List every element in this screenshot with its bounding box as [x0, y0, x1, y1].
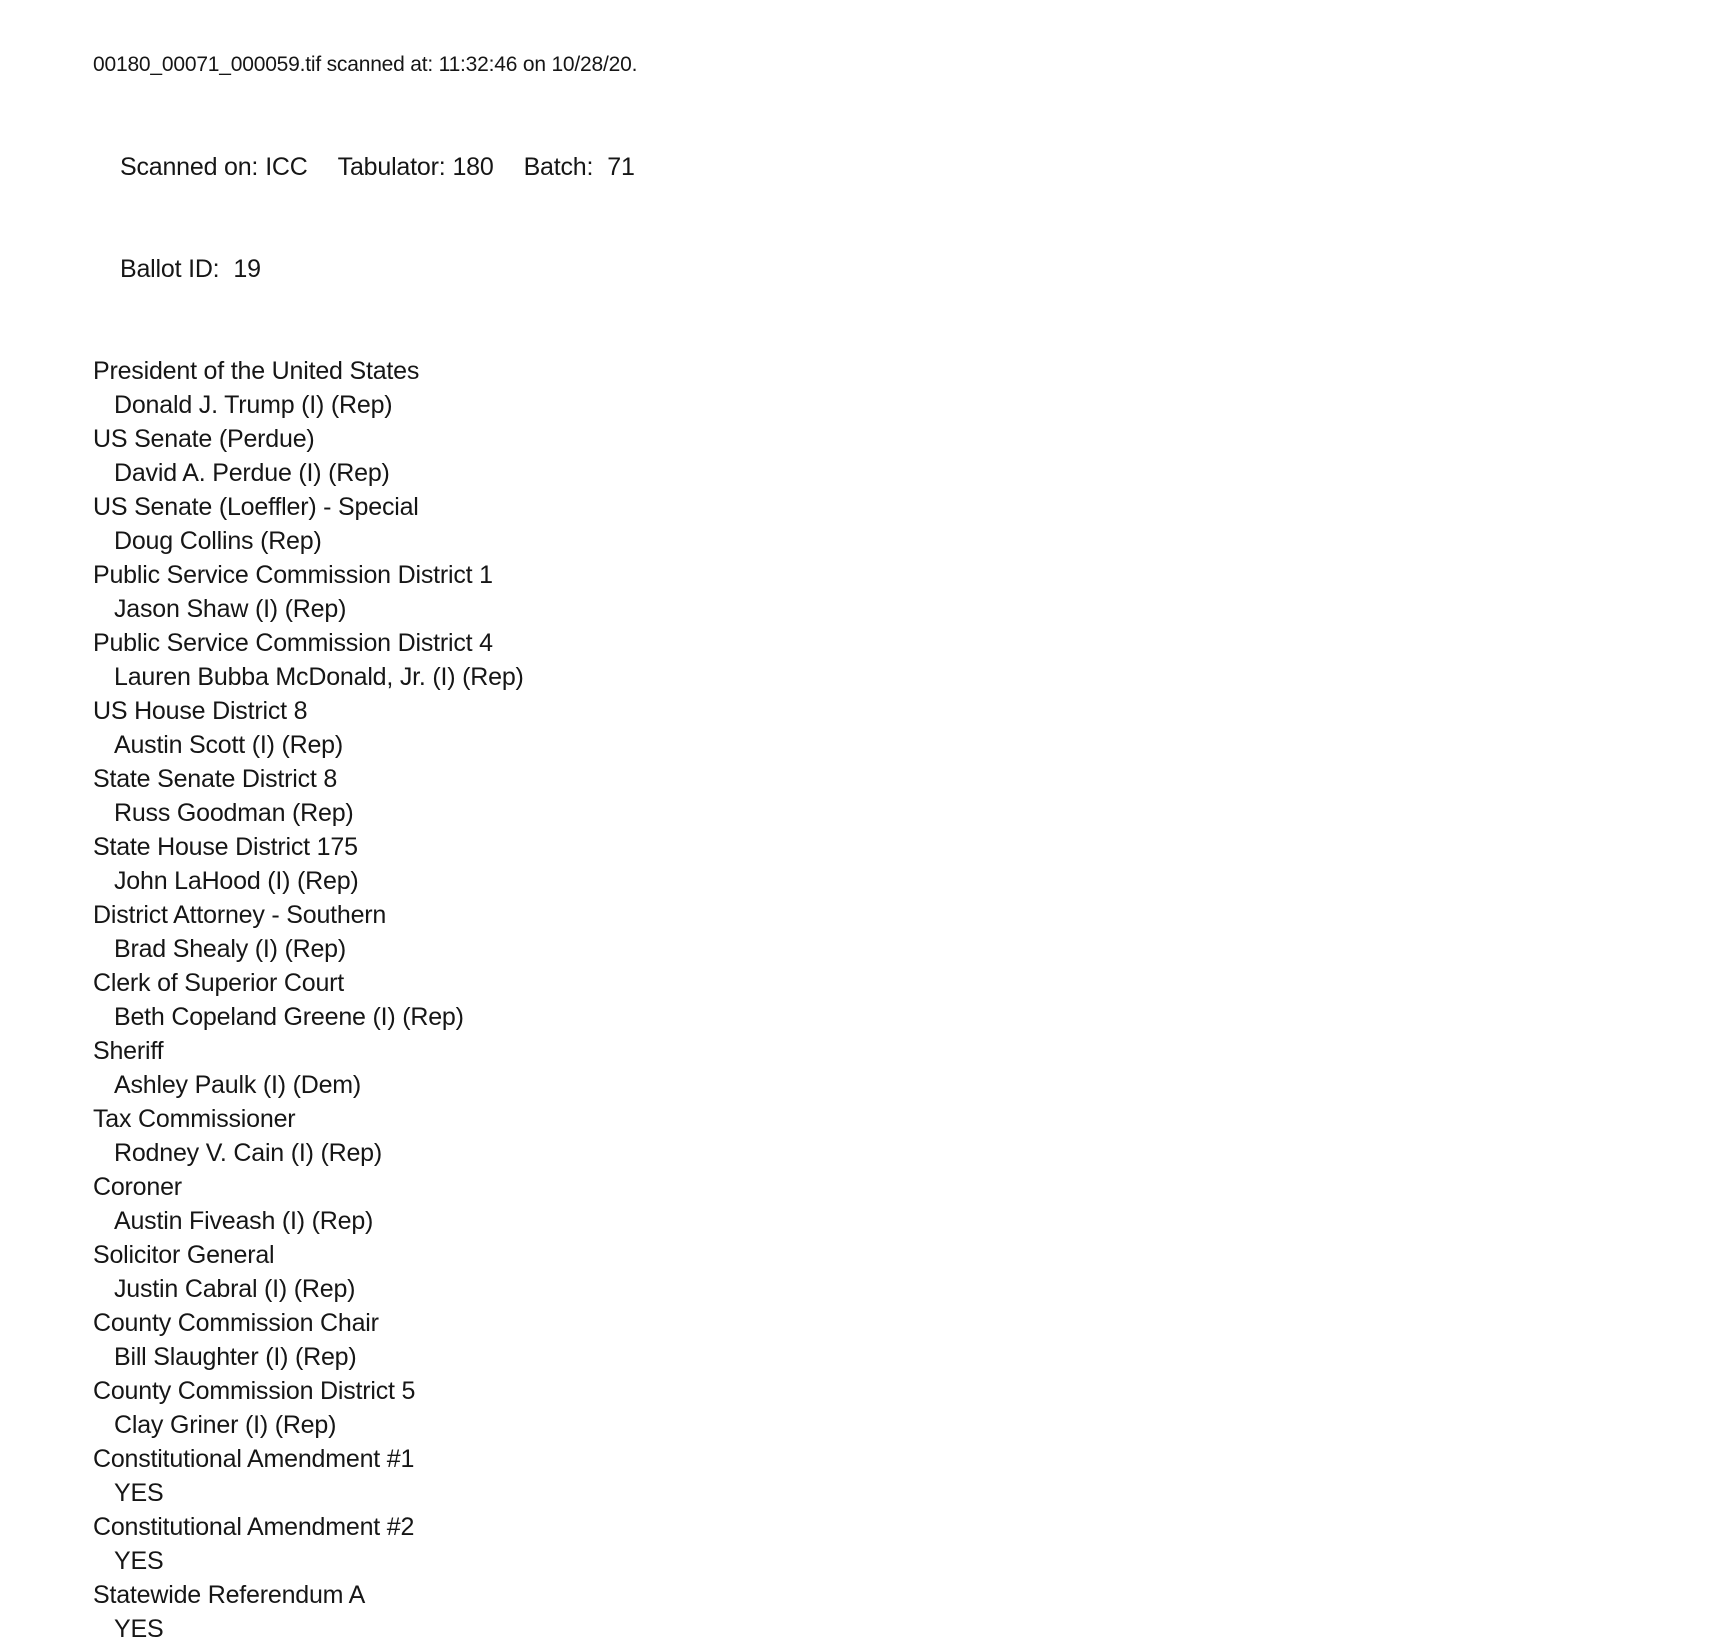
ballot-id-label: Ballot ID:: [119, 255, 220, 283]
batch-value: 71: [607, 153, 635, 181]
contest-title: Statewide Referendum A: [93, 1581, 366, 1609]
batch-label: Batch:: [523, 153, 594, 181]
contest-title: District Attorney - Southern: [93, 901, 387, 929]
scanned-on-pair: [120, 153, 308, 181]
contest-selection: David A. Perdue (I) (Rep): [114, 459, 390, 487]
contest-title: Public Service Commission District 1: [93, 561, 493, 589]
contest-title: Solicitor General: [93, 1241, 275, 1269]
contest-selection: YES: [114, 1547, 164, 1575]
contest-selection: Austin Scott (I) (Rep): [114, 731, 343, 759]
tabulator-value: 180: [452, 153, 494, 181]
contest-selection: Russ Goodman (Rep): [114, 799, 354, 827]
contest-selection: Brad Shealy (I) (Rep): [114, 935, 346, 963]
contest-selection: Rodney V. Cain (I) (Rep): [114, 1139, 383, 1167]
contest-selection: YES: [114, 1615, 164, 1643]
tabulator-label: Tabulator:: [337, 153, 446, 181]
contest-selection: Austin Fiveash (I) (Rep): [114, 1207, 374, 1235]
contest-selection: YES: [114, 1479, 164, 1507]
ballot-id-value: 19: [233, 255, 261, 283]
scan-info-line: [93, 116, 637, 218]
contest-selection: Bill Slaughter (I) (Rep): [114, 1343, 357, 1371]
contest-list: [93, 354, 637, 1646]
contest-title: Public Service Commission District 4: [93, 629, 493, 657]
contest-title: State Senate District 8: [93, 765, 338, 793]
batch-pair: [524, 153, 635, 181]
contest-title: Constitutional Amendment #2: [93, 1513, 415, 1541]
scan-filename-line: 00180_00071_000059.tif scanned at: 11:32:46 on 10/28/20.: [93, 53, 638, 76]
contest-title: Clerk of Superior Court: [93, 969, 345, 997]
contest-title: State House District 175: [93, 833, 358, 861]
scanned-on-label: Scanned on:: [119, 153, 259, 181]
contest-title: US House District 8: [93, 697, 308, 725]
tabulator-pair: [338, 153, 494, 181]
contest-selection: Doug Collins (Rep): [114, 527, 322, 555]
contest-selection: Donald J. Trump (I) (Rep): [114, 391, 393, 419]
contest-title: County Commission District 5: [93, 1377, 416, 1405]
contest-selection: John LaHood (I) (Rep): [114, 867, 359, 895]
contest-title: Sheriff: [93, 1037, 164, 1065]
contest-selection: Jason Shaw (I) (Rep): [114, 595, 347, 623]
ballot-id-line: [93, 218, 637, 320]
ballot-scan-report: [93, 48, 637, 1646]
contest-title: US Senate (Perdue): [93, 425, 315, 453]
blank-line: [93, 82, 637, 116]
contest-selection: Beth Copeland Greene (I) (Rep): [114, 1003, 464, 1031]
contest-selection: Lauren Bubba McDonald, Jr. (I) (Rep): [114, 663, 524, 691]
contest-title: County Commission Chair: [93, 1309, 379, 1337]
contest-selection: Justin Cabral (I) (Rep): [114, 1275, 356, 1303]
blank-line: [93, 320, 637, 354]
contest-selection: Ashley Paulk (I) (Dem): [114, 1071, 362, 1099]
contest-title: President of the United States: [93, 357, 420, 385]
contest-title: Constitutional Amendment #1: [93, 1445, 415, 1473]
contest-title: Tax Commissioner: [93, 1105, 296, 1133]
contest-selection: Clay Griner (I) (Rep): [114, 1411, 337, 1439]
contest-title: Coroner: [93, 1173, 182, 1201]
scanned-on-value: ICC: [265, 153, 308, 181]
contest-title: US Senate (Loeffler) - Special: [93, 493, 419, 521]
